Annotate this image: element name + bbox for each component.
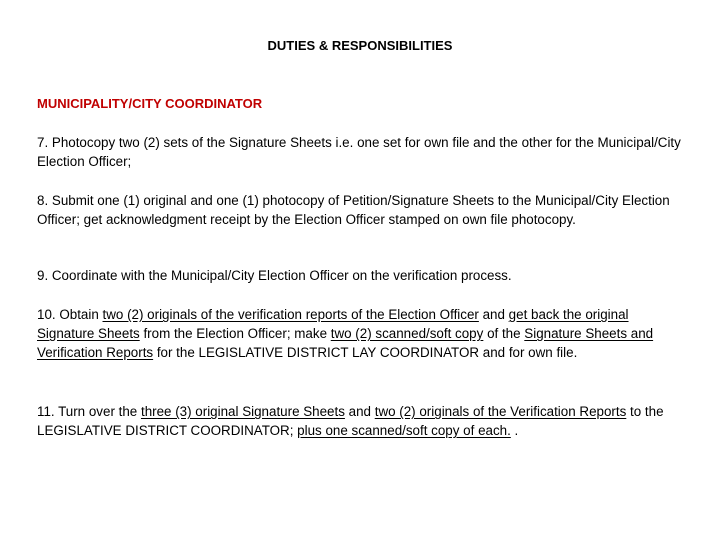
duty-item-11 (37, 402, 687, 440)
duty-item-10-underlined-2: get back the original Signature Sheets (37, 307, 629, 341)
duty-item-8 (37, 191, 687, 229)
duty-item-10-part-3: from the Election Officer; make (139, 326, 331, 341)
page-title: DUTIES & RESPONSIBILITIES (267, 38, 453, 53)
duty-item-11-part-2: and (344, 404, 375, 419)
duty-item-11-underlined-3: plus one scanned/soft copy of each. (297, 423, 511, 438)
duty-item-10-part-2: and (478, 307, 509, 322)
duty-item-10-part-5: for the LEGISLATIVE DISTRICT LAY COORDINATOR and for own file. (153, 345, 578, 360)
duty-item-10-underlined-1: two (2) originals of the verification reports of the Election Officer (102, 307, 479, 322)
duty-item-7 (37, 133, 687, 171)
duty-item-11-underlined-2: two (2) originals of the Verification Reports (374, 404, 627, 419)
duty-item-11-part-3: to the LEGISLATIVE DISTRICT COORDINATOR; (37, 404, 664, 438)
duty-item-10-underlined-4: Signature Sheets and Verification Reports (37, 326, 654, 360)
duty-item-9 (37, 266, 687, 285)
duty-item-9-text: 9. Coordinate with the Municipal/City Election Officer on the verification process. (37, 268, 512, 283)
duty-item-10-underlined-3: two (2) scanned/soft copy (330, 326, 484, 341)
duty-item-10 (37, 305, 687, 362)
duty-item-11-underlined-1: three (3) original Signature Sheets (140, 404, 345, 419)
duty-item-11-part-4: . (510, 423, 519, 438)
duty-item-7-text: 7. Photocopy two (2) sets of the Signature Sheets i.e. one set for own file and the other for the Municipal/City Election Officer; (37, 135, 681, 169)
duty-item-8-text: 8. Submit one (1) original and one (1) photocopy of Petition/Signature Sheets to the Municipal/City Election Officer; get acknowledgment receipt by the Election Officer stamped on own file photocopy. (37, 193, 670, 227)
duty-item-10-part-4: of the (483, 326, 525, 341)
section-heading: MUNICIPALITY/CITY COORDINATOR (37, 96, 263, 111)
duty-item-11-part-1: 11. Turn over the (37, 404, 141, 419)
duty-item-10-part-1: 10. Obtain (37, 307, 103, 322)
